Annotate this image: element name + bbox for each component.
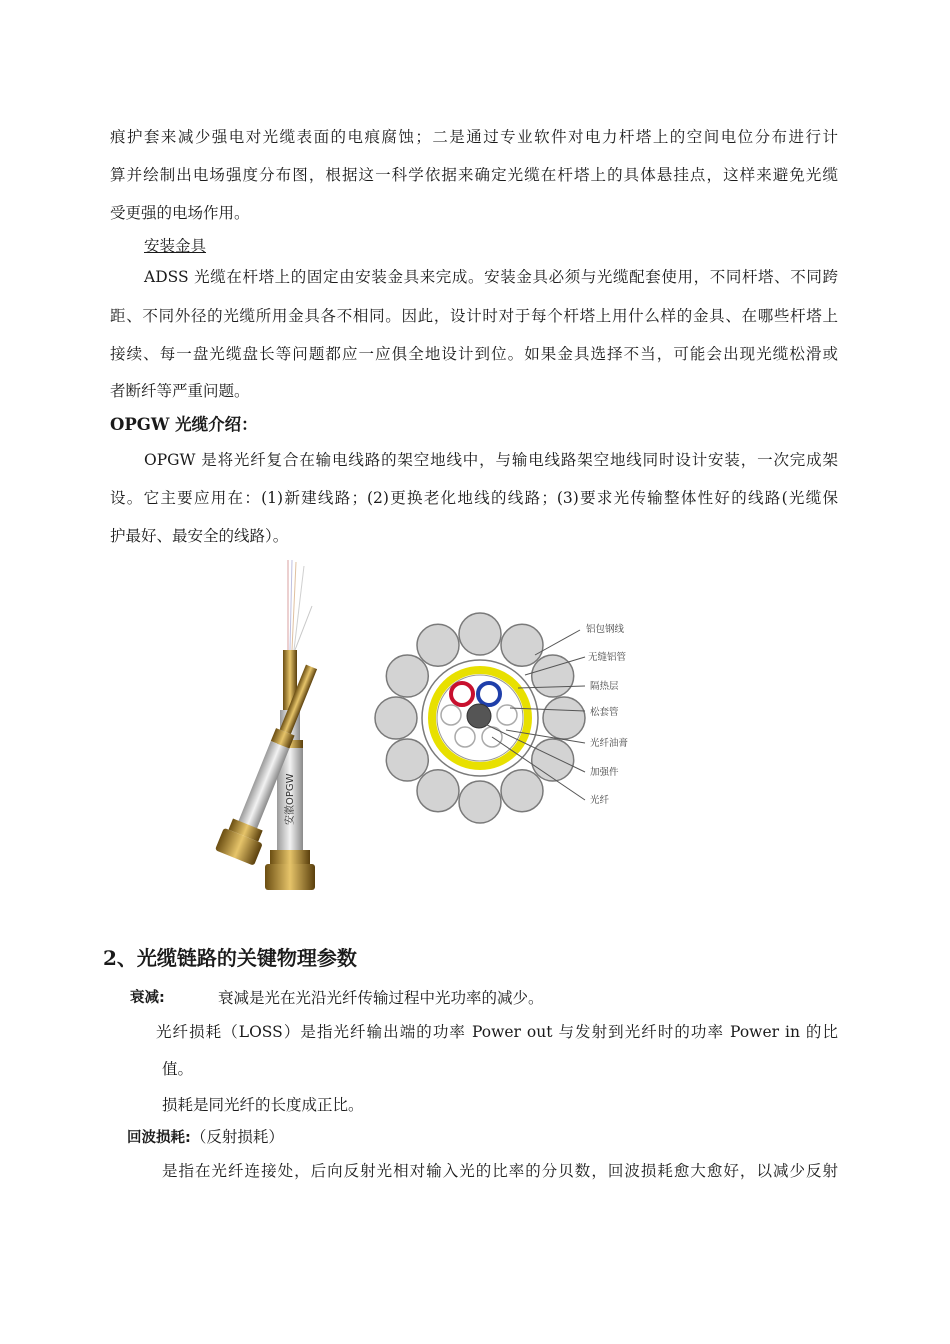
outer-strand bbox=[375, 697, 417, 739]
outer-strand bbox=[459, 613, 501, 655]
outer-strand bbox=[417, 770, 459, 812]
attenuation-text: 衰减是光在光沿光纤传输过程中光功率的减少。 bbox=[218, 989, 544, 1007]
outer-strand bbox=[459, 781, 501, 823]
paragraph-line: 接续、每一盘光缆盘长等问题都应一应俱全地设计到位。如果金具选择不当，可能会出现光缆松滑或 bbox=[110, 345, 838, 363]
loss-line: 值。 bbox=[162, 1060, 194, 1078]
cross-section-diagram bbox=[375, 613, 585, 823]
paragraph-line: 痕护套来减少强电对光缆表面的电痕腐蚀；二是通过专业软件对电力杆塔上的空间电位分布进行计 bbox=[110, 128, 838, 146]
cable-photo bbox=[215, 560, 331, 890]
outer-strand bbox=[386, 655, 428, 697]
return-loss-heading bbox=[127, 1127, 284, 1148]
callout-label: 松套管 bbox=[590, 707, 619, 718]
paragraph-line: OPGW 是将光纤复合在输电线路的架空地线中，与输电线路架空地线同时设计安装，一次完成架 bbox=[144, 451, 838, 469]
opgw-heading: OPGW 光缆介绍： bbox=[110, 415, 258, 434]
paragraph-line: 设。它主要应用在：(1)新建线路；(2)更换老化地线的线路；(3)要求光传输整体性好的线路(光缆保 bbox=[110, 489, 838, 507]
callout-label: 隔热层 bbox=[590, 681, 619, 692]
outer-strand bbox=[417, 624, 459, 666]
outer-strand bbox=[532, 739, 574, 781]
callout-label: 铝包钢线 bbox=[586, 624, 625, 635]
paragraph-line: 受更强的电场作用。 bbox=[110, 204, 250, 222]
return-loss-paren: （反射损耗） bbox=[190, 1128, 284, 1146]
cable-label: 安徽OPGW bbox=[285, 773, 296, 825]
section-2-heading: 2、光缆链路的关键物理参数 bbox=[103, 946, 357, 970]
paragraph-line: 算并绘制出电场强度分布图，根据这一科学依据来确定光缆在杆塔上的具体悬挂点，这样来避免光缆 bbox=[110, 166, 838, 184]
attenuation-label: 衰减: bbox=[130, 990, 165, 1006]
callout-label: 光纤油膏 bbox=[590, 738, 629, 749]
opgw-figure bbox=[140, 560, 660, 900]
install-hardware-heading: 安装金具 bbox=[144, 237, 207, 255]
outer-strand bbox=[532, 655, 574, 697]
callout-label: 光纤 bbox=[590, 795, 610, 806]
outer-strand bbox=[386, 739, 428, 781]
return-loss-text: 是指在光纤连接处，后向反射光相对输入光的比率的分贝数，回波损耗愈大愈好，以减少反射 bbox=[162, 1162, 838, 1180]
paragraph-line: 护最好、最安全的线路）。 bbox=[110, 527, 289, 545]
paragraph-line: 距、不同外径的光缆所用金具各不相同。因此，设计时对于每个杆塔上用什么样的金具、在哪些杆塔上 bbox=[110, 307, 838, 325]
outer-strand bbox=[501, 624, 543, 666]
loss-line: 光纤损耗（LOSS）是指光纤输出端的功率 Power out 与发射到光纤时的功率 Power in 的比 bbox=[156, 1023, 838, 1041]
paragraph-line: ADSS 光缆在杆塔上的固定由安装金具来完成。安装金具必须与光缆配套使用，不同杆塔、不同跨 bbox=[144, 268, 838, 286]
paragraph-line: 者断纤等严重问题。 bbox=[110, 382, 250, 400]
callout-labels bbox=[586, 623, 629, 806]
callout-label: 加强件 bbox=[590, 767, 619, 778]
outer-strand bbox=[501, 770, 543, 812]
loss-line: 损耗是同光纤的长度成正比。 bbox=[162, 1096, 364, 1114]
return-loss-label: 回波损耗: bbox=[127, 1130, 191, 1146]
outer-strand bbox=[543, 697, 585, 739]
callout-label: 无缝铝管 bbox=[588, 652, 627, 663]
